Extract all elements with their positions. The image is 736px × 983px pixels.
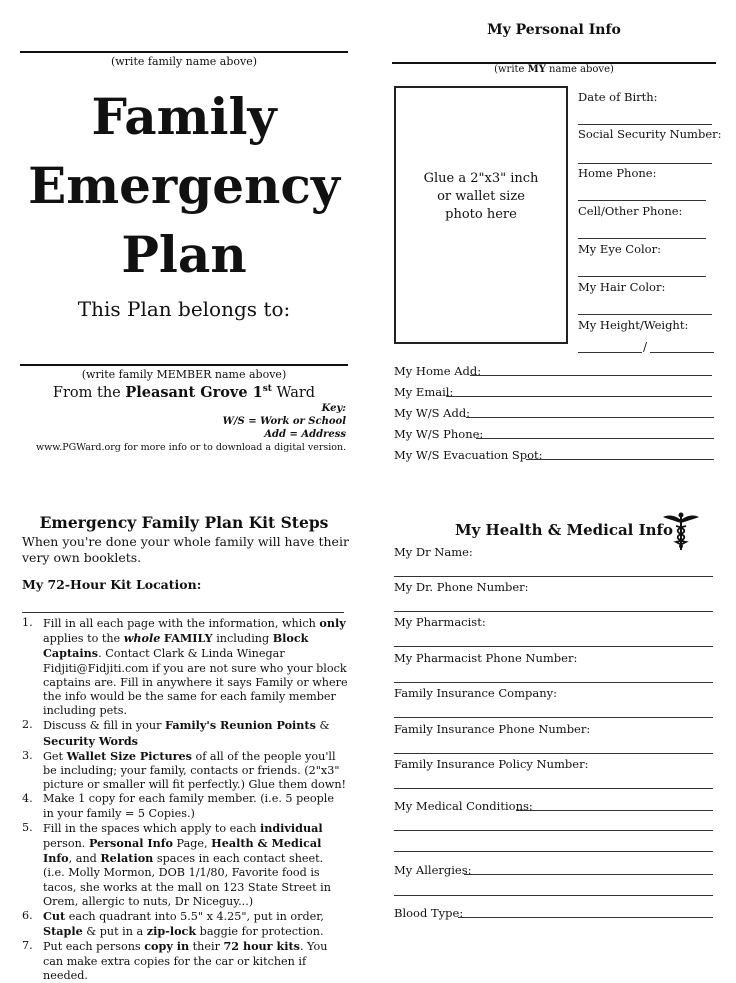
field-medical-conditions: My Medical Conditions: [394,799,533,813]
kit-step-text: only [319,616,346,630]
field-ws-add-line[interactable] [466,417,714,418]
field-ssn-line[interactable] [578,163,712,164]
field-allergies-line[interactable] [464,874,713,875]
health-field-line[interactable] [394,611,713,612]
kit-step-7 [22,939,348,983]
caduceus-icon [662,511,700,551]
field-ssn: Social Security Number: [578,127,722,141]
kit-step-number: 6. [22,909,33,923]
field-medical-conditions-line[interactable] [516,810,713,811]
kit-step-1 [22,616,348,718]
kit-step-text: baggie for protection. [196,925,324,939]
write-family-name-caption: (write family name above) [110,55,258,68]
write-member-name-caption: (write family MEMBER name above) [81,368,287,381]
ward-name: Pleasant Grove 1 [125,384,263,401]
health-field-label: My Pharmacist: [394,615,486,629]
kit-step-text: Put each persons [43,940,145,954]
kit-step-text: Get [43,749,67,763]
field-weight-line[interactable] [650,352,714,353]
kit-step-number: 7. [22,939,33,953]
kit-step-text: applies to the [43,632,124,646]
kit-step-number: 1. [22,616,33,629]
kit-intro: When you're done your whole family will have their very own booklets. [22,534,349,565]
field-dob: Date of Birth: [578,90,658,104]
kit-step-text: including [212,632,273,646]
website-text: www.PGWard.org for more info or to download a digital version. [36,442,347,453]
kit-step-text: Fill in the spaces which apply to each [43,821,260,835]
key-add: Add = Address [264,429,346,440]
health-field-line[interactable] [394,682,713,683]
field-home-add-line[interactable] [470,375,712,376]
kit-steps-list [22,616,348,983]
kit-step-5 [22,821,348,909]
field-ws-evac: My W/S Evacuation Spot: [394,448,543,462]
health-field-line[interactable] [394,576,713,577]
kit-step-text: FAMILY [163,631,213,646]
kit-step-number: 5. [22,820,33,834]
ward-prefix: From the [52,385,126,401]
kit-step-6 [22,909,348,939]
kit-step-text: spaces in each contact sheet. (i.e. Molly Mormon, DOB 1/1/80, Favorite food is tacos, she works at the mall on 123 State Street in Orem, allergic to nuts, Dr Niceguy...) [43,852,331,908]
kit-step-2 [22,718,348,748]
belongs-to-text: This Plan belongs to: [77,297,291,321]
kit-step-text: Security Words [43,733,138,748]
health-field-label: Family Insurance Policy Number: [394,757,589,771]
write-my-name-post: name above) [545,64,614,75]
personal-info-heading: My Personal Info [487,22,621,38]
field-height-weight: My Height/Weight: [578,318,689,332]
kit-step-text: Make 1 copy for each family member. (i.e. 5 people in your family = 5 Copies.) [43,792,334,820]
field-blood-type: Blood Type: [394,906,464,920]
write-my-name-bold: MY [527,64,546,75]
field-home-phone: Home Phone: [578,166,657,180]
field-medical-conditions-line-2[interactable] [394,830,713,831]
health-field-label: My Dr Name: [394,545,473,559]
health-field-line[interactable] [394,788,713,789]
field-medical-conditions-line-3[interactable] [394,851,713,852]
health-field-line[interactable] [394,753,713,754]
kit-step-text: Page, [173,837,212,851]
kit-step-text: . Contact Clark & Linda Winegar Fidjiti@Fidjiti.com if you are not sure who your block captains are. Fill in anywhere it says Family or where the info would be the same for each family member including pets. [43,647,348,718]
write-my-name-pre: (write [494,64,528,75]
field-home-phone-line[interactable] [578,200,706,201]
kit-step-3 [22,749,348,793]
field-ws-add: My W/S Add: [394,406,471,420]
health-field-line[interactable] [394,717,713,718]
health-field-label: Family Insurance Company: [394,686,558,700]
kit-step-text: Block Captains [43,631,309,661]
ward-sup: st [262,384,272,395]
kit-heading: Emergency Family Plan Kit Steps [39,513,329,532]
kit-step-text: of all of the people you'll be including; your family, contacts or friends. (2"x3" picture or smaller will fit perfectly.) Glue them down! [43,749,347,792]
photo-text: Glue a 2"x3" inch or wallet size photo here [423,171,539,222]
field-hair-color-line[interactable] [578,314,712,315]
kit-step-text: . You can make extra copies for the car or kitchen if needed. [43,940,328,982]
kit-step-text: person. [43,837,89,851]
kit-step-text: Cut [43,909,66,924]
field-cell-phone-line[interactable] [578,238,706,239]
health-field-label: My Dr. Phone Number: [394,580,529,594]
field-eye-color: My Eye Color: [578,242,661,256]
field-email: My Email: [394,385,454,399]
title-family: Family [91,87,277,146]
height-weight-separator: / [643,340,648,354]
field-cell-phone: Cell/Other Phone: [578,204,683,218]
field-ws-phone-line[interactable] [476,438,714,439]
field-height-line[interactable] [578,352,642,353]
write-my-name-caption [392,64,716,75]
health-heading: My Health & Medical Info [455,521,673,539]
kit-step-text: Relation [100,851,154,866]
health-field-label: My Pharmacist Phone Number: [394,651,578,665]
kit-step-text: each quadrant into 5.5" x 4.25", put in order, [65,910,324,924]
kit-step-text: 72 hour kits [223,939,300,954]
kit-step-text: Health & Medical Info [43,836,322,866]
kit-step-text: individual [259,820,323,835]
kit-step-text: & put in a [82,925,147,939]
member-name-line [20,364,348,366]
ward-suffix: Ward [271,385,316,401]
family-name-line [20,51,348,53]
ward-line [20,384,348,401]
kit-step-number: 4. [22,792,33,806]
kit-step-text: zip-lock [146,924,197,939]
health-field-label: Family Insurance Phone Number: [394,722,591,736]
kit-steps [22,616,348,983]
kit-step-4 [22,792,348,820]
kit-step-text: copy in [144,939,190,954]
kit-location-label: My 72-Hour Kit Location: [22,577,202,592]
kit-step-text: & [315,719,330,733]
kit-step-number: 2. [22,718,33,732]
kit-step-text: Wallet Size Pictures [66,748,192,763]
key-ws: W/S = Work or School [222,416,346,427]
field-ws-evac-line[interactable] [526,459,714,460]
key-title: Key: [321,403,346,414]
field-allergies: My Allergies: [394,863,472,877]
field-eye-color-line[interactable] [578,276,706,277]
kit-step-text: Personal Info [88,836,173,851]
field-hair-color: My Hair Color: [578,280,666,294]
field-blood-type-line[interactable] [458,917,713,918]
field-email-line[interactable] [446,396,712,397]
field-allergies-line-2[interactable] [394,895,713,896]
health-field-line[interactable] [394,646,713,647]
kit-step-text: their [189,940,224,954]
kit-step-number: 3. [22,748,33,762]
kit-step-text: Discuss & fill in your [43,719,165,733]
kit-step-text: whole [123,631,161,646]
title-plan: Plan [121,225,247,284]
kit-step-text: Fill in all each page with the information, which [43,617,320,630]
kit-step-text: Staple [43,924,83,939]
kit-step-text: Family's Reunion Points [165,718,316,733]
field-home-add: My Home Add: [394,364,482,378]
kit-location-line[interactable] [22,612,344,613]
field-ws-phone: My W/S Phone: [394,427,484,441]
field-dob-line[interactable] [578,124,712,125]
title-emergency: Emergency [28,156,340,215]
kit-step-text: , and [68,852,101,866]
